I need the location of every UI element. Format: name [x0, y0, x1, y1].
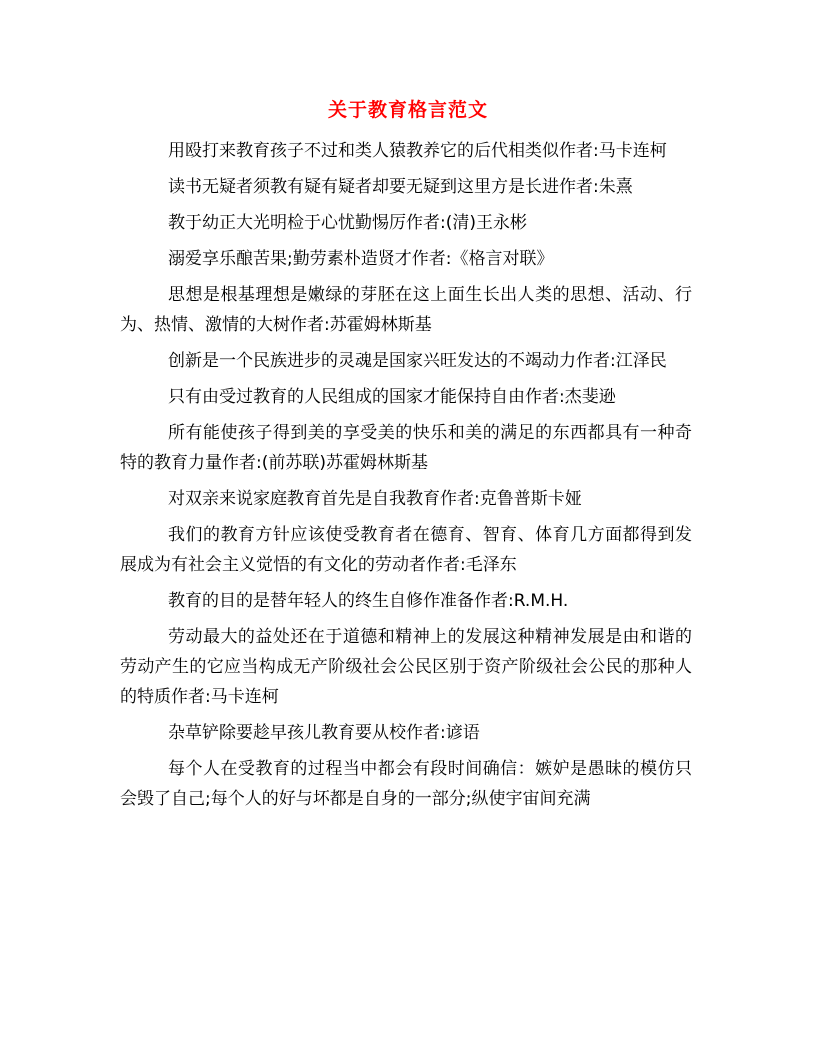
quote-paragraph: 我们的教育方针应该使受教育者在德育、智育、体育几方面都得到发展成为有社会主义觉悟的有文化的劳动者作者:毛泽东 [120, 525, 692, 575]
quote-paragraph: 思想是根基理想是嫩绿的芽胚在这上面生长出人类的思想、活动、行为、热情、激情的大树作者:苏霍姆林斯基 [120, 285, 692, 335]
document-body [120, 136, 692, 820]
quote-paragraph: 溺爱享乐酿苦果;勤劳素朴造贤才作者:《格言对联》 [168, 249, 554, 269]
quote-paragraph: 教于幼正大光明检于心忧勤惕厉作者:(清)王永彬 [168, 213, 527, 233]
quote-paragraph: 创新是一个民族进步的灵魂是国家兴旺发达的不竭动力作者:江泽民 [168, 351, 667, 371]
quote-paragraph: 所有能使孩子得到美的享受美的快乐和美的满足的东西都具有一种奇特的教育力量作者:(前苏联)苏霍姆林斯基 [120, 423, 692, 473]
quote-paragraph: 用殴打来教育孩子不过和类人猿教养它的后代相类似作者:马卡连柯 [168, 141, 667, 161]
quote-paragraph: 杂草铲除要趁早孩儿教育要从校作者:谚语 [168, 723, 480, 743]
quote-paragraph: 只有由受过教育的人民组成的国家才能保持自由作者:杰斐逊 [168, 387, 616, 407]
quote-paragraph: 劳动最大的益处还在于道德和精神上的发展这种精神发展是由和谐的劳动产生的它应当构成无产阶级社会公民区别于资产阶级社会公民的那种人的特质作者:马卡连柯 [120, 627, 692, 707]
quote-paragraph: 对双亲来说家庭教育首先是自我教育作者:克鲁普斯卡娅 [168, 489, 582, 509]
document-title: 关于教育格言范文 [327, 99, 488, 121]
quote-paragraph: 读书无疑者须教有疑有疑者却要无疑到这里方是长进作者:朱熹 [168, 177, 633, 197]
quote-paragraph: 教育的目的是替年轻人的终生自修作准备作者:R.M.H. [168, 591, 569, 611]
quote-paragraph: 每个人在受教育的过程当中都会有段时间确信：嫉妒是愚昧的模仿只会毁了自己;每个人的好与坏都是自身的一部分;纵使宇宙间充满 [120, 759, 692, 809]
